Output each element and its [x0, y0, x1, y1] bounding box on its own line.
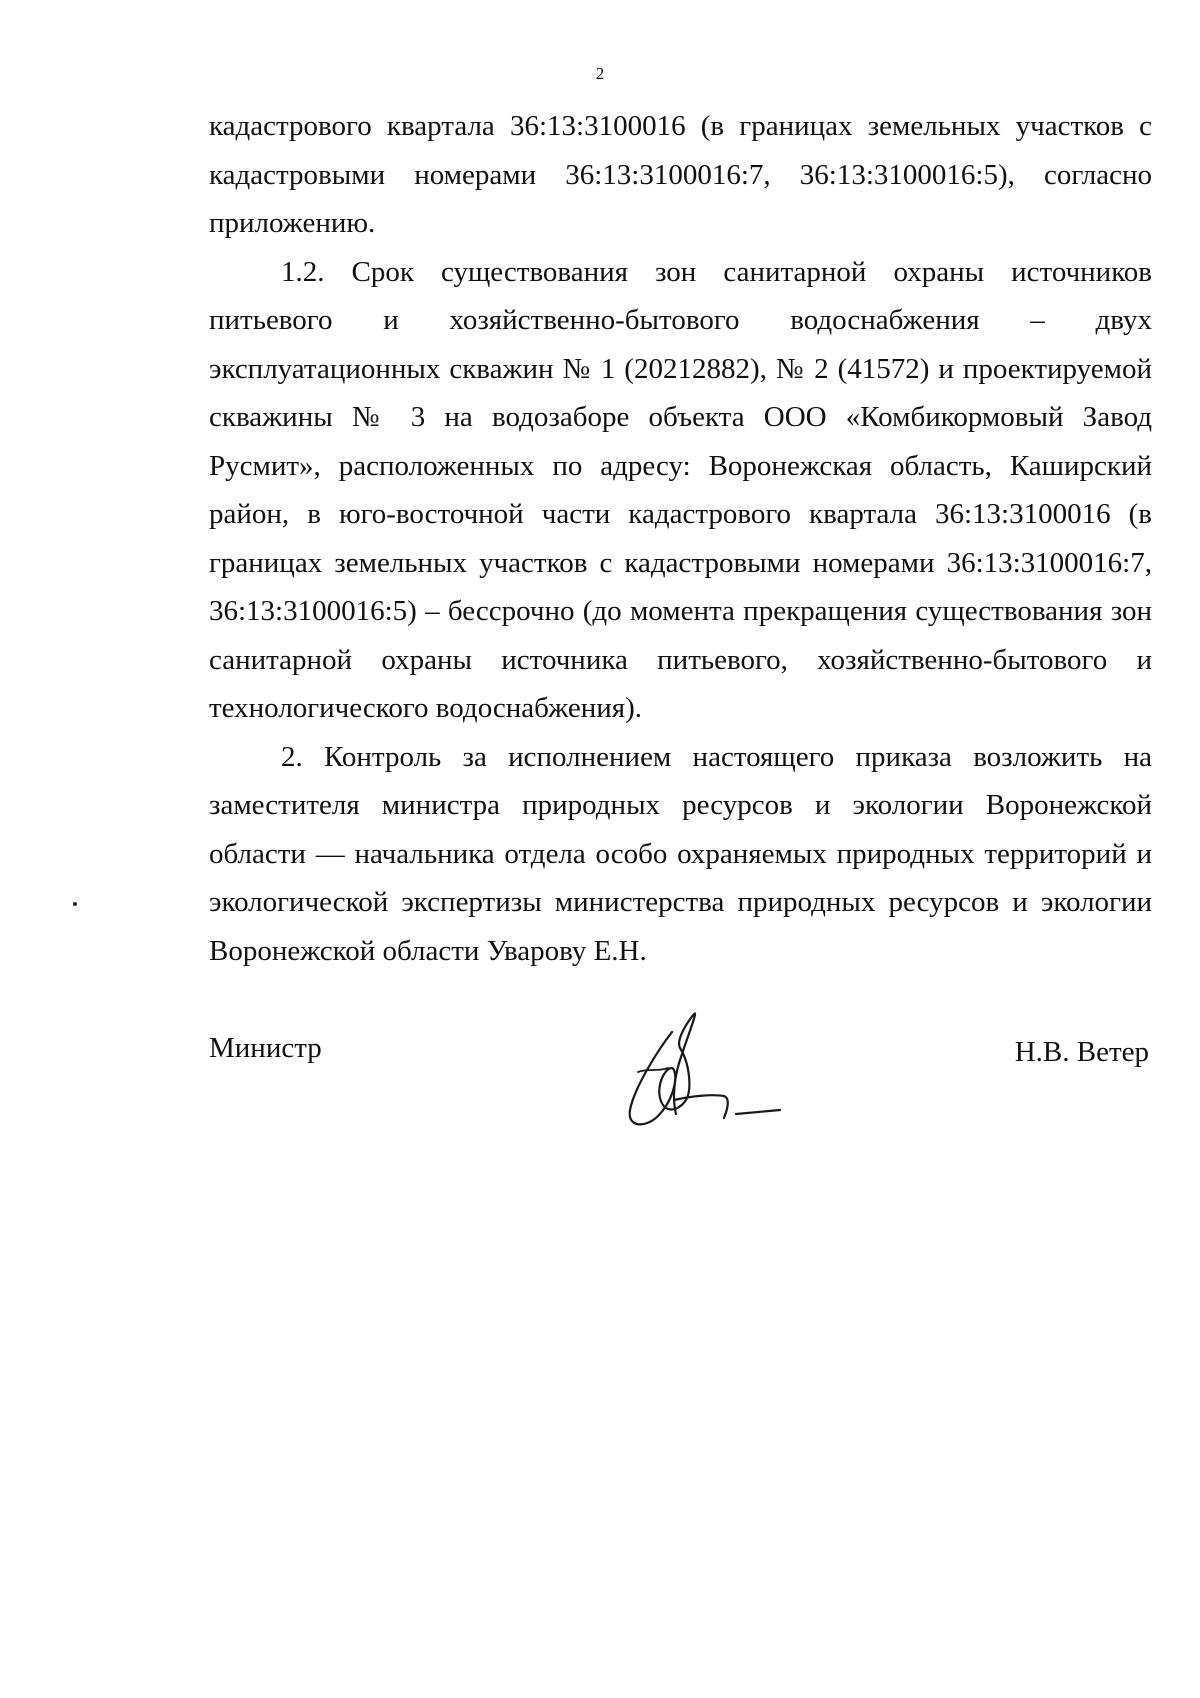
- page-number: 2: [595, 64, 605, 83]
- signatory-name: Н.В. Ветер: [1014, 1036, 1149, 1068]
- signatory-title: Министр: [209, 1032, 322, 1064]
- document-body: [209, 102, 1152, 975]
- stray-mark: [73, 902, 77, 906]
- paragraph-clause-2: 2. Контроль за исполнением настоящего приказа возложить на заместителя министра природных ресурсов и экологии Воронежской области — начальника отдела особо охраняемых природных территорий и экологической экспертизы министерства природных ресурсов и экологии Воронежской области Уварову Е.Н.: [209, 740, 1152, 967]
- paragraph-continuation: кадастрового квартала 36:13:3100016 (в границах земельных участков с кадастровыми номерами 36:13:3100016:7, 36:13:3100016:5), согласно приложению.: [209, 110, 1152, 239]
- handwritten-signature: [620, 1010, 795, 1135]
- paragraph-clause-1-2: 1.2. Срок существования зон санитарной охраны источников питьевого и хозяйственно-бытового водоснабжения – двух эксплуатационных скважин № 1 (20212882), № 2 (41572) и проектируемой скважины № 3 на водозаборе объекта ООО «Комбикормовый Завод Русмит», расположенных по адресу: Воронежская область, Каширский район, в юго-восточной части кадастрового квартала 36:13:3100016 (в границах земельных участков с кадастровыми номерами 36:13:3100016:7, 36:13:3100016:5) – бессрочно (до момента прекращения существования зон санитарной охраны источника питьевого, хозяйственно-бытового и технологического водоснабжения).: [209, 255, 1152, 724]
